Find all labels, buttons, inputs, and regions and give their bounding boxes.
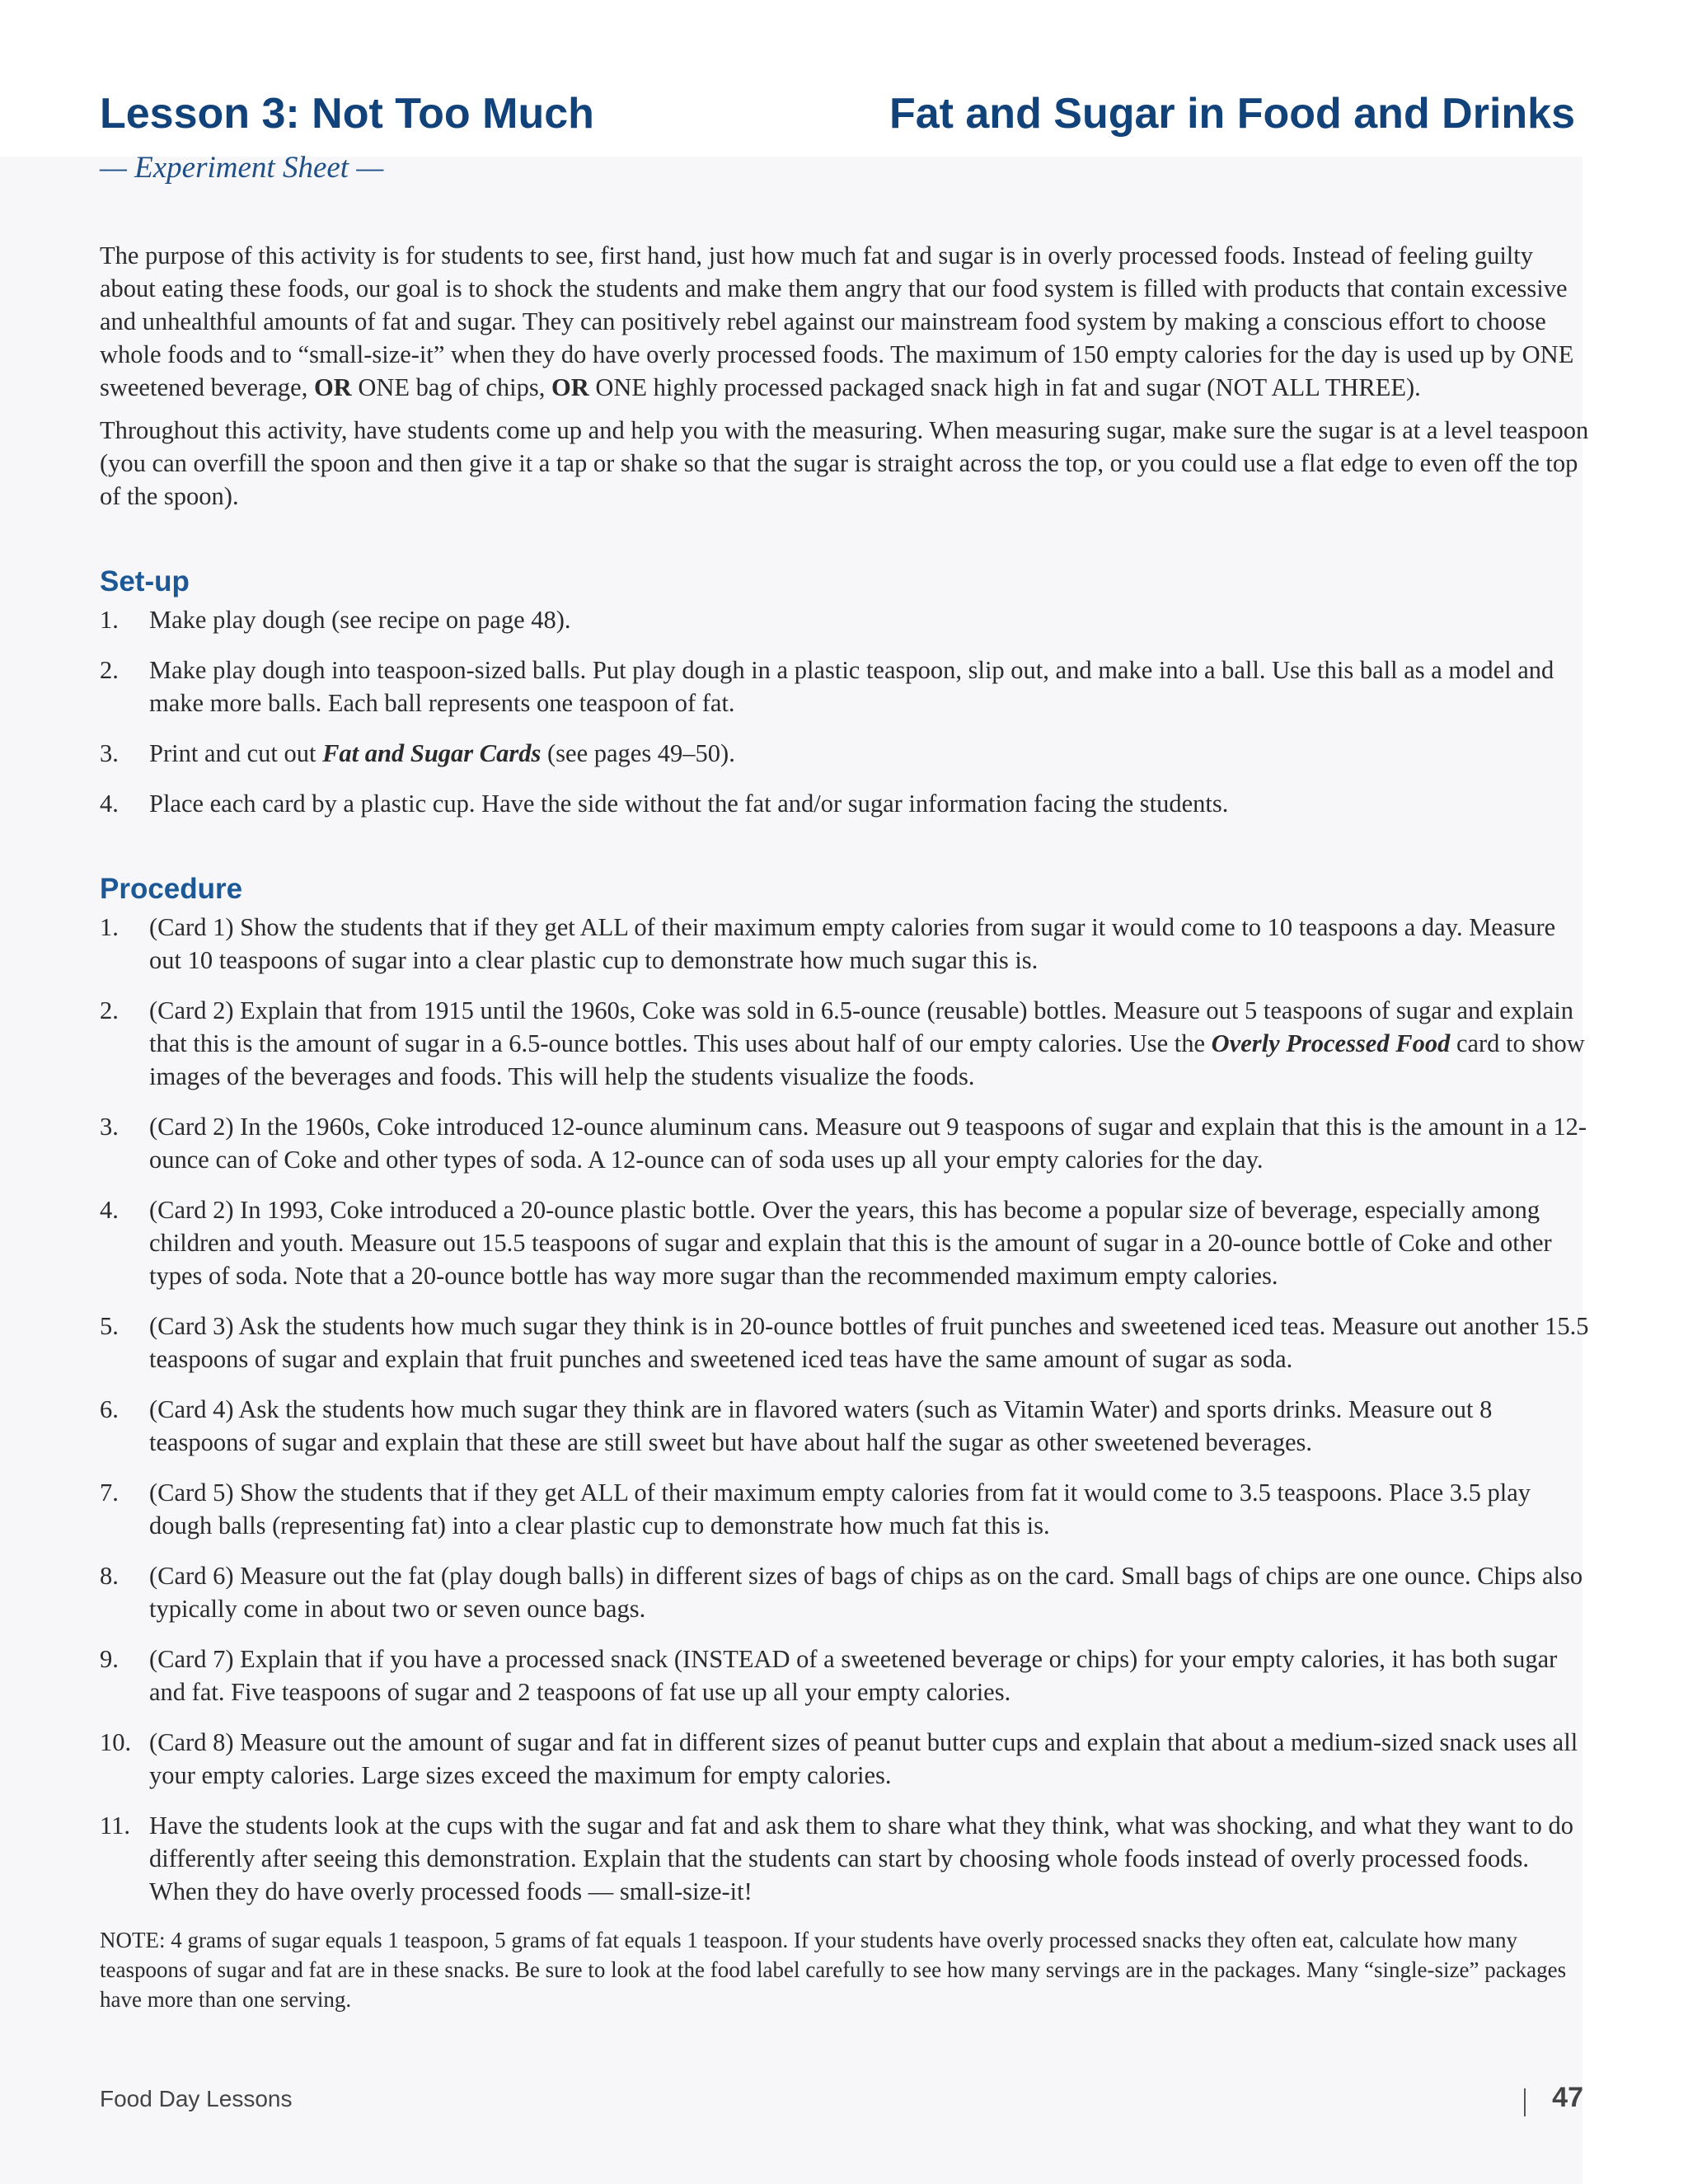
item-emphasis: Overly Processed Food (1211, 1029, 1451, 1057)
intro-paragraph-1 (100, 239, 1592, 404)
item-number: 9. (100, 1645, 119, 1673)
list-item (100, 1643, 1592, 1708)
list-item (100, 994, 1592, 1093)
setup-heading: Set-up (100, 565, 190, 598)
item-text: (Card 5) Show the students that if they get ALL of their maximum empty calories from fat it would come to 3.5 teaspoons. Place 3.5 play dough balls (representing fat) into a clear plastic cup to demonstrate how much fat this is. (149, 1479, 1531, 1540)
footer-title: Food Day Lessons (100, 2086, 293, 2111)
item-text: Print and cut out (149, 739, 323, 767)
item-number: 7. (100, 1479, 119, 1507)
main-content (100, 239, 1592, 2024)
item-number: 10. (100, 1728, 132, 1756)
item-text: (Card 2) In 1993, Coke introduced a 20-ounce plastic bottle. Over the years, this has become a popular size of beverage, especially among children and youth. Measure out 15.5 teaspoons of sugar and explain that this is the amount of sugar in a 20-ounce bottle of Coke and other types of soda. Note that a 20-ounce bottle has way more sugar than the recommended maximum empty calories. (149, 1196, 1552, 1290)
setup-list (100, 603, 1592, 820)
list-item (100, 1726, 1592, 1792)
topic-title: Fat and Sugar in Food and Drinks (889, 90, 1575, 138)
page-number: 47 (1552, 2082, 1583, 2113)
procedure-list (100, 911, 1592, 1908)
item-text: Place each card by a plastic cup. Have the side without the fat and/or sugar information facing the students. (149, 790, 1229, 818)
item-number: 4. (100, 1196, 119, 1224)
item-text: Make play dough (see recipe on page 48). (149, 606, 571, 634)
lesson-title: Lesson 3: Not Too Much (100, 90, 594, 138)
intro-text-c: ONE highly processed packaged snack high in fat and sugar (NOT ALL THREE). (588, 373, 1421, 401)
item-text: (Card 1) Show the students that if they get ALL of their maximum empty calories from sugar it would come to 10 teaspoons a day. Measure out 10 teaspoons of sugar into a clear plastic cup to demonstrate how much sugar this is. (149, 913, 1556, 974)
subtitle: — Experiment Sheet — (100, 151, 384, 185)
item-text: (Card 7) Explain that if you have a processed snack (INSTEAD of a sweetened beverage or chips) for your empty calories, it has both sugar and fat. Five teaspoons of sugar and 2 teaspoons of fat use up all your empty calories. (149, 1645, 1558, 1706)
procedure-heading: Procedure (100, 873, 243, 905)
item-number: 2. (100, 996, 119, 1024)
list-item (100, 1559, 1592, 1625)
item-number: 2. (100, 656, 119, 684)
list-item (100, 1476, 1592, 1542)
item-number: 5. (100, 1312, 119, 1340)
item-text: (Card 2) In the 1960s, Coke introduced 12-ounce aluminum cans. Measure out 9 teaspoons of sugar and explain that this is the amount in a 12-ounce can of Coke and other types of soda. A 12-ounce can of soda uses up all your empty calories for the day. (149, 1113, 1587, 1174)
item-number: 6. (100, 1395, 119, 1423)
item-text: Have the students look at the cups with the sugar and fat and ask them to share what they think, what was shocking, and what they want to do differently after seeing this demonstration. Explain that the students can start by choosing whole foods instead of overly processed foods. When they do have overly processed foods — small-size-it! (149, 1811, 1573, 1905)
intro-or-2: OR (551, 373, 589, 401)
list-item (100, 654, 1592, 719)
footer-divider (1524, 2088, 1526, 2116)
list-item (100, 787, 1592, 820)
item-text: (see pages 49–50). (541, 739, 735, 767)
intro-paragraph-2: Throughout this activity, have students come up and help you with the measuring. When measuring sugar, make sure the sugar is at a level teaspoon (you can overfill the spoon and then give it a tap or shake so that the sugar is straight across the top, or you could use a flat edge to even off the top of the spoon). (100, 416, 1589, 510)
item-text: (Card 6) Measure out the fat (play dough balls) in different sizes of bags of chips as on the card. Small bags of chips are one ounce. Chips also typically come in about two or seven ounce bags. (149, 1562, 1583, 1623)
list-item (100, 911, 1592, 977)
intro-text-b: ONE bag of chips, (351, 373, 551, 401)
item-number: 1. (100, 913, 119, 941)
list-item (100, 1193, 1592, 1292)
item-number: 3. (100, 1113, 119, 1141)
item-number: 1. (100, 606, 119, 634)
item-text: Make play dough into teaspoon-sized balls. Put play dough in a plastic teaspoon, slip out, and make into a ball. Use this ball as a model and make more balls. Each ball represents one teaspoon of fat. (149, 656, 1554, 717)
intro-text-a: The purpose of this activity is for students to see, first hand, just how much fat and sugar is in overly processed foods. Instead of feeling guilty about eating these foods, our goal is to shock the students and make them angry that our food system is filled with products that contain excessive and unhealthful amounts of fat and sugar. They can positively rebel against our mainstream food system by making a conscious effort to choose whole foods and to “small-size-it” when they do have overly processed foods. The maximum of 150 empty calories for the day is used up by ONE sweetened beverage, (100, 241, 1574, 401)
item-number: 8. (100, 1562, 119, 1590)
item-number: 11. (100, 1811, 130, 1840)
list-item (100, 1110, 1592, 1176)
list-item (100, 1310, 1592, 1376)
item-text: (Card 4) Ask the students how much sugar they think are in flavored waters (such as Vitamin Water) and sports drinks. Measure out 8 teaspoons of sugar and explain that these are still sweet but have about half the sugar as other sweetened beverages. (149, 1395, 1493, 1456)
item-emphasis: Fat and Sugar Cards (322, 739, 542, 767)
list-item (100, 737, 1592, 770)
list-item (100, 603, 1592, 636)
item-number: 3. (100, 739, 119, 767)
item-text: (Card 2) Explain that from 1915 until the 1960s, Coke was sold in 6.5-ounce (reusable) bottles. Measure out 5 teaspoons of sugar and explain that this is the amount of sugar in a 6.5-ounce bottles. This uses about half of our empty calories. Use the (149, 996, 1573, 1057)
item-text: card to show images of the beverages and foods. This will help the students visualize the foods. (149, 1029, 1585, 1090)
item-number: 4. (100, 790, 119, 818)
intro-or-1: OR (313, 373, 352, 401)
item-text: (Card 3) Ask the students how much sugar they think is in 20-ounce bottles of fruit punches and sweetened iced teas. Measure out another 15.5 teaspoons of sugar and explain that fruit punches and sweetened iced teas have the same amount of sugar as soda. (149, 1312, 1589, 1373)
item-text: (Card 8) Measure out the amount of sugar and fat in different sizes of peanut butter cups and explain that about a medium-sized snack uses all your empty calories. Large sizes exceed the maximum for empty calories. (149, 1728, 1578, 1789)
list-item (100, 1809, 1592, 1908)
note: NOTE: 4 grams of sugar equals 1 teaspoon, 5 grams of fat equals 1 teaspoon. If your students have overly processed snacks they often eat, calculate how many teaspoons of sugar and fat are in these snacks. Be sure to look at the food label carefully to see how many servings are in the packages. Many “single-size” packages have more than one serving. (100, 1928, 1567, 2012)
list-item (100, 1393, 1592, 1459)
